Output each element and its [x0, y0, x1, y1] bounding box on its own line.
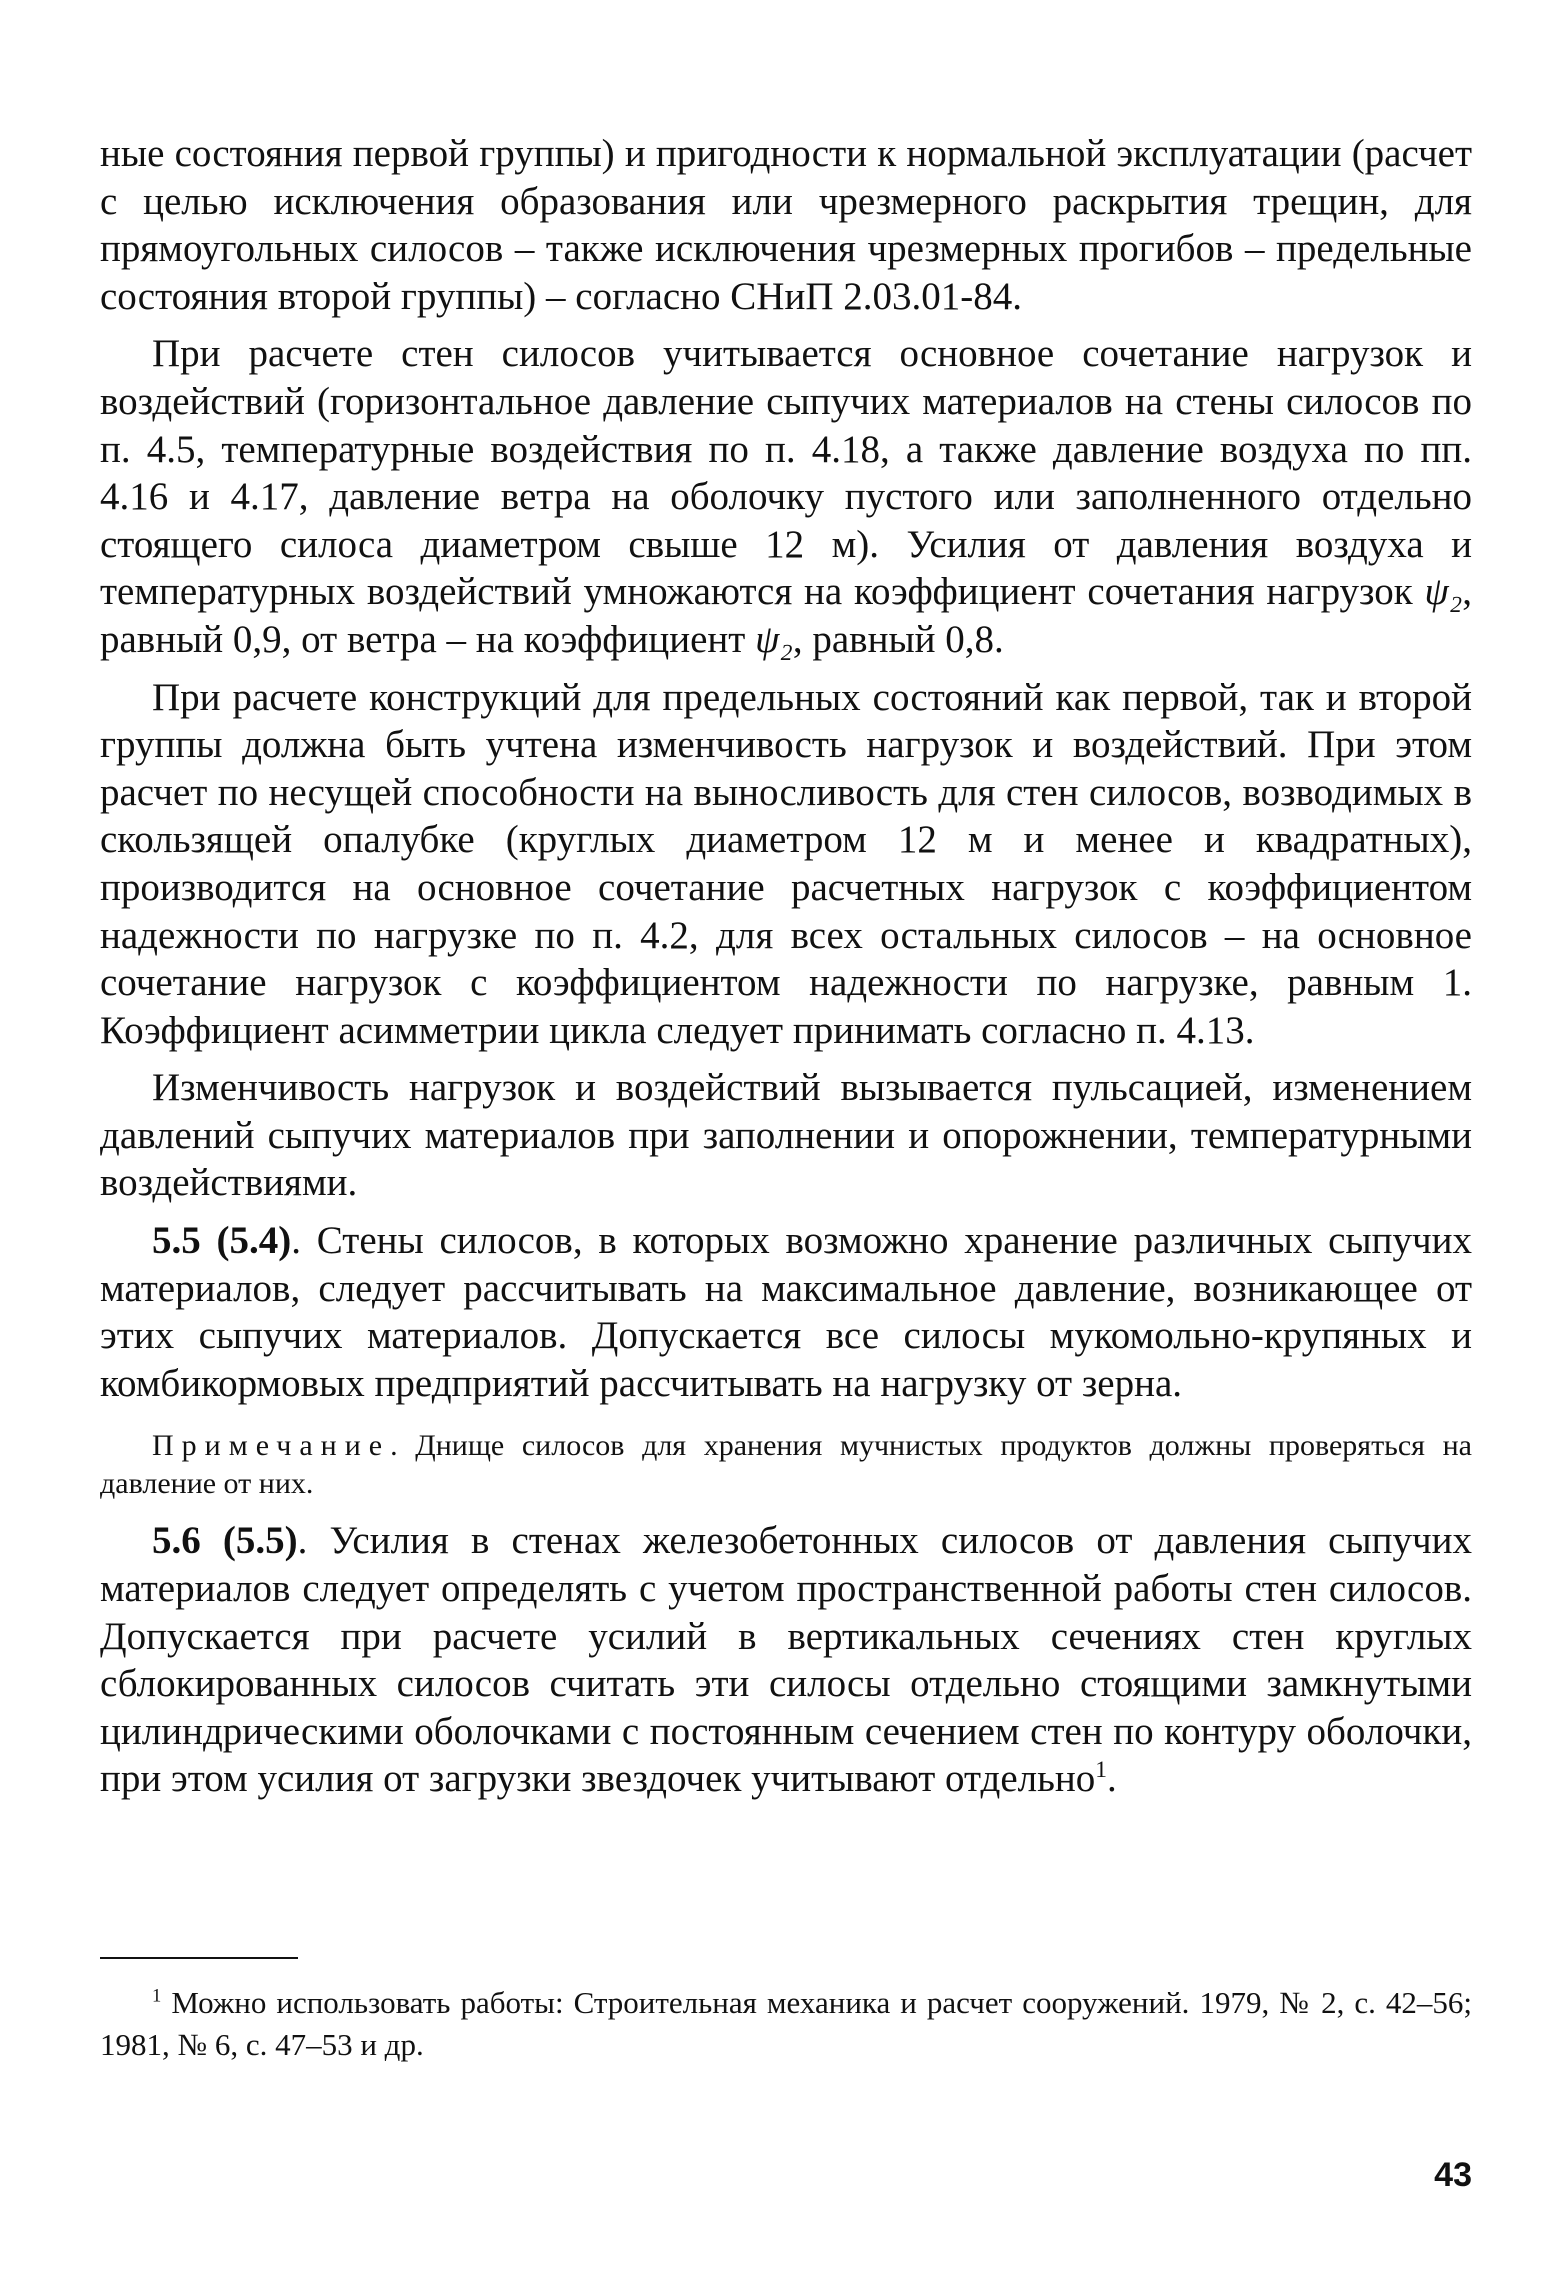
clause-number: 5.5 (5.4): [152, 1219, 292, 1263]
paragraph-text: , равный 0,9, от ветра – на коэффициент: [100, 570, 1472, 661]
psi2-symbol: ψ₂: [755, 617, 793, 661]
clause-text: . Стены силосов, в которых возможно хранение различных сыпучих материалов, следует рассчитывать на максимальное давление, возникающее от этих сыпучих материалов. Допускается все силосы мукомольно-крупяных и комбикормовых предприятий рассчитывать на нагрузку от зерна.: [100, 1219, 1472, 1405]
paragraph-variability-cause: Изменчивость нагрузок и воздействий вызывается пульсацией, изменением давлений сыпучих материалов при заполнении и опорожнении, температурными воздействиями.: [100, 1066, 1472, 1205]
clause-end: .: [1106, 1757, 1117, 1801]
page-number: 43: [1434, 2156, 1472, 2194]
footnote-text: Можно использовать работы: Строительная механика и расчет сооружений. 1979, № 2, с. 42–56; 1981, № 6, с. 47–53 и др.: [100, 1985, 1472, 2062]
note: [100, 1427, 1472, 1503]
clause-5-6: [100, 1517, 1472, 1803]
footnote-reference: 1: [1095, 1757, 1107, 1784]
clause-number: 5.6 (5.5): [152, 1519, 298, 1563]
clause-text: . Усилия в стенах железобетонных силосов от давления сыпучих материалов следует определять с учетом пространственной работы стен силосов. Допускается при расчете усилий в вертикальных сечениях стен круглых сблокированных силосов считать эти силосы отдельно стоящими замкнутыми цилиндрическими оболочками с постоянным сечением стен по контуру оболочки, при этом усилия от загрузки звездочек учитывают отдельно: [100, 1519, 1472, 1801]
note-label: Примечание: [152, 1429, 391, 1463]
footnote: [100, 1982, 1472, 2066]
paragraph-continuation: ные состояния первой группы) и пригодности к нормальной эксплуатации (расчет с целью исключения образования или чрезмерного раскрытия трещин, для прямоугольных силосов – также исключения чрезмерных прогибов – предельные состояния второй группы) – согласно СНиП 2.03.01-84.: [100, 132, 1472, 318]
body-text: [100, 130, 1472, 1803]
paragraph-variability: При расчете конструкций для предельных состояний как первой, так и второй группы должна быть учтена изменчивость нагрузок и воздействий. При этом расчет по несущей способности на выносливость для стен силосов, возводимых в скользящей опалубке (круглых диаметром 12 м и менее и квадратных), производится на основное сочетание расчетных нагрузок с коэффициентом надежности по нагрузке по п. 4.2, для всех остальных силосов – на основное сочетание нагрузок с коэффициентом надежности по нагрузке, равным 1. Коэффициент асимметрии цикла следует принимать согласно п. 4.13.: [100, 675, 1472, 1052]
footnote-divider: [100, 1957, 298, 1959]
note-text: . Днище силосов для хранения мучнистых продуктов должны проверяться на давление от них.: [100, 1429, 1472, 1501]
clause-5-5: [100, 1217, 1472, 1407]
footnote-marker: 1: [152, 1985, 162, 2007]
paragraph-text: , равный 0,8.: [792, 617, 1004, 661]
paragraph-text: При расчете стен силосов учитывается основное сочетание нагрузок и воздействий (горизонтальное давление сыпучих материалов на стены силосов по п. 4.5, температурные воздействия по п. 4.18, а также давление воздуха по пп. 4.16 и 4.17, давление ветра на оболочку пустого или заполненного отдельно стоящего силоса диаметром свыше 12 м). Усилия от давления воздуха и температурных воздействий умножаются на коэффициент сочетания нагрузок: [100, 332, 1472, 614]
paragraph-load-combination: [100, 330, 1472, 663]
psi2-symbol: ψ₂: [1424, 570, 1463, 614]
